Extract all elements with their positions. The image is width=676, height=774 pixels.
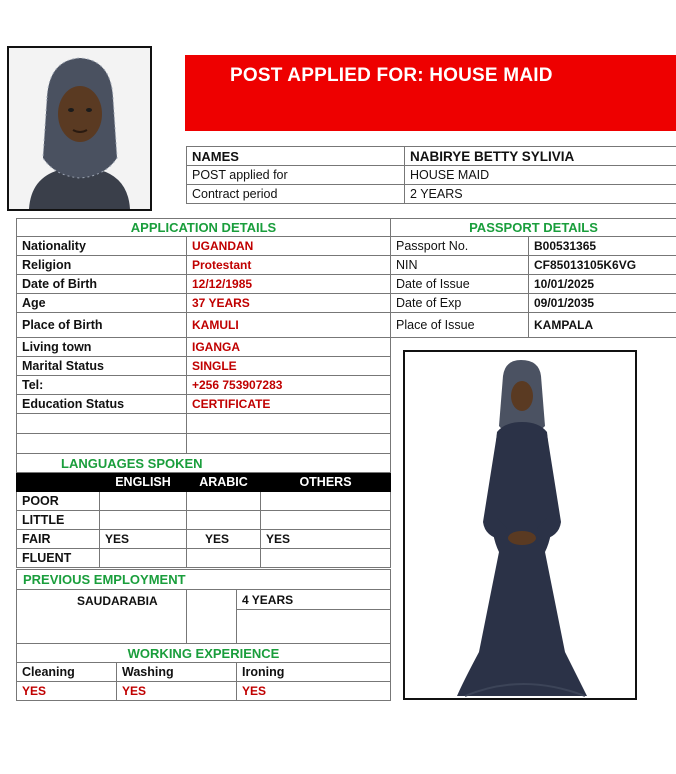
employment-spacer — [187, 590, 237, 644]
issue-date-value: 10/01/2025 — [529, 275, 676, 294]
english-cell: YES — [100, 530, 187, 549]
education-label: Education Status — [17, 395, 187, 414]
issue-place-value: KAMPALA — [529, 313, 676, 338]
app-row — [17, 294, 391, 313]
full-length-illustration — [405, 352, 635, 698]
full-length-photo — [403, 350, 637, 700]
english-cell — [100, 511, 187, 530]
english-cell — [100, 492, 187, 511]
employment-country: SAUDARABIA — [17, 590, 187, 644]
application-details-table — [16, 218, 391, 454]
experience-values-row — [17, 682, 391, 701]
app-row — [17, 376, 391, 395]
religion-label: Religion — [17, 256, 187, 275]
english-cell — [100, 549, 187, 568]
empty-row — [17, 414, 391, 434]
washing-value: YES — [117, 682, 237, 701]
languages-heading: LANGUAGES SPOKEN — [17, 454, 391, 473]
app-row — [17, 237, 391, 256]
age-label: Age — [17, 294, 187, 313]
employment-heading: PREVIOUS EMPLOYMENT — [17, 570, 391, 590]
passport-row — [391, 256, 676, 275]
employment-empty — [237, 610, 391, 644]
arabic-cell — [187, 492, 261, 511]
portrait-illustration — [9, 48, 150, 209]
living-town-value: IGANGA — [187, 338, 391, 357]
language-row — [17, 492, 391, 511]
portrait-photo — [7, 46, 152, 211]
birthplace-value: KAMULI — [187, 313, 391, 338]
languages-heading-row — [17, 454, 391, 473]
contract-label: Contract period — [187, 185, 405, 204]
employment-duration: 4 YEARS — [237, 590, 391, 610]
application-heading-row — [17, 219, 391, 237]
info-row-names — [187, 147, 676, 166]
others-cell — [261, 511, 391, 530]
religion-value: Protestant — [187, 256, 391, 275]
ironing-value: YES — [237, 682, 391, 701]
employment-heading-row — [17, 570, 391, 590]
language-row — [17, 530, 391, 549]
issue-place-label: Place of Issue — [391, 313, 529, 338]
language-row — [17, 511, 391, 530]
marital-label: Marital Status — [17, 357, 187, 376]
arabic-cell: YES — [187, 530, 261, 549]
personal-info-table — [186, 146, 676, 204]
experience-heading-row — [17, 644, 391, 663]
nationality-label: Nationality — [17, 237, 187, 256]
level-label: FAIR — [17, 530, 100, 549]
app-row — [17, 313, 391, 338]
others-cell: YES — [261, 530, 391, 549]
passport-row — [391, 275, 676, 294]
employment-row — [17, 590, 391, 610]
post-value: HOUSE MAID — [405, 166, 676, 185]
cleaning-value: YES — [17, 682, 117, 701]
nin-value: CF85013105K6VG — [529, 256, 676, 275]
post-applied-banner — [185, 55, 676, 131]
nin-label: NIN — [391, 256, 529, 275]
info-row-post — [187, 166, 676, 185]
arabic-cell — [187, 549, 261, 568]
others-cell — [261, 549, 391, 568]
level-header — [17, 473, 100, 492]
others-cell — [261, 492, 391, 511]
passport-no-value: B00531365 — [529, 237, 676, 256]
nationality-value: UGANDAN — [187, 237, 391, 256]
expiry-date-label: Date of Exp — [391, 294, 529, 313]
app-row — [17, 256, 391, 275]
app-row — [17, 338, 391, 357]
passport-row — [391, 294, 676, 313]
passport-row — [391, 313, 676, 338]
passport-heading-row — [391, 219, 676, 237]
arabic-cell — [187, 511, 261, 530]
application-heading: APPLICATION DETAILS — [17, 219, 391, 237]
passport-heading: PASSPORT DETAILS — [391, 219, 676, 237]
dob-label: Date of Birth — [17, 275, 187, 294]
birthplace-label: Place of Birth — [17, 313, 187, 338]
tel-label: Tel: — [17, 376, 187, 395]
app-row — [17, 395, 391, 414]
living-town-label: Living town — [17, 338, 187, 357]
issue-date-label: Date of Issue — [391, 275, 529, 294]
passport-row — [391, 237, 676, 256]
dob-value: 12/12/1985 — [187, 275, 391, 294]
level-label: POOR — [17, 492, 100, 511]
language-row — [17, 549, 391, 568]
app-row — [17, 275, 391, 294]
app-row — [17, 357, 391, 376]
skill-cleaning: Cleaning — [17, 663, 117, 682]
info-row-contract — [187, 185, 676, 204]
post-label: POST applied for — [187, 166, 405, 185]
expiry-date-value: 09/01/2035 — [529, 294, 676, 313]
education-value: CERTIFICATE — [187, 395, 391, 414]
names-value: NABIRYE BETTY SYLIVIA — [405, 147, 676, 166]
passport-no-label: Passport No. — [391, 237, 529, 256]
languages-table — [16, 453, 391, 568]
age-value: 37 YEARS — [187, 294, 391, 313]
empty-row — [17, 434, 391, 454]
passport-details-table — [390, 218, 676, 338]
banner-title: POST APPLIED FOR: HOUSE MAID — [230, 65, 553, 86]
experience-heading: WORKING EXPERIENCE — [17, 644, 391, 663]
english-header: ENGLISH — [100, 473, 187, 492]
skill-washing: Washing — [117, 663, 237, 682]
languages-header-row — [17, 473, 391, 492]
level-label: FLUENT — [17, 549, 100, 568]
others-header: OTHERS — [261, 473, 391, 492]
employment-table — [16, 569, 391, 644]
contract-value: 2 YEARS — [405, 185, 676, 204]
level-label: LITTLE — [17, 511, 100, 530]
experience-table — [16, 643, 391, 701]
tel-value: +256 753907283 — [187, 376, 391, 395]
experience-skills-row — [17, 663, 391, 682]
skill-ironing: Ironing — [237, 663, 391, 682]
arabic-header: ARABIC — [187, 473, 261, 492]
marital-value: SINGLE — [187, 357, 391, 376]
names-label: NAMES — [187, 147, 405, 166]
